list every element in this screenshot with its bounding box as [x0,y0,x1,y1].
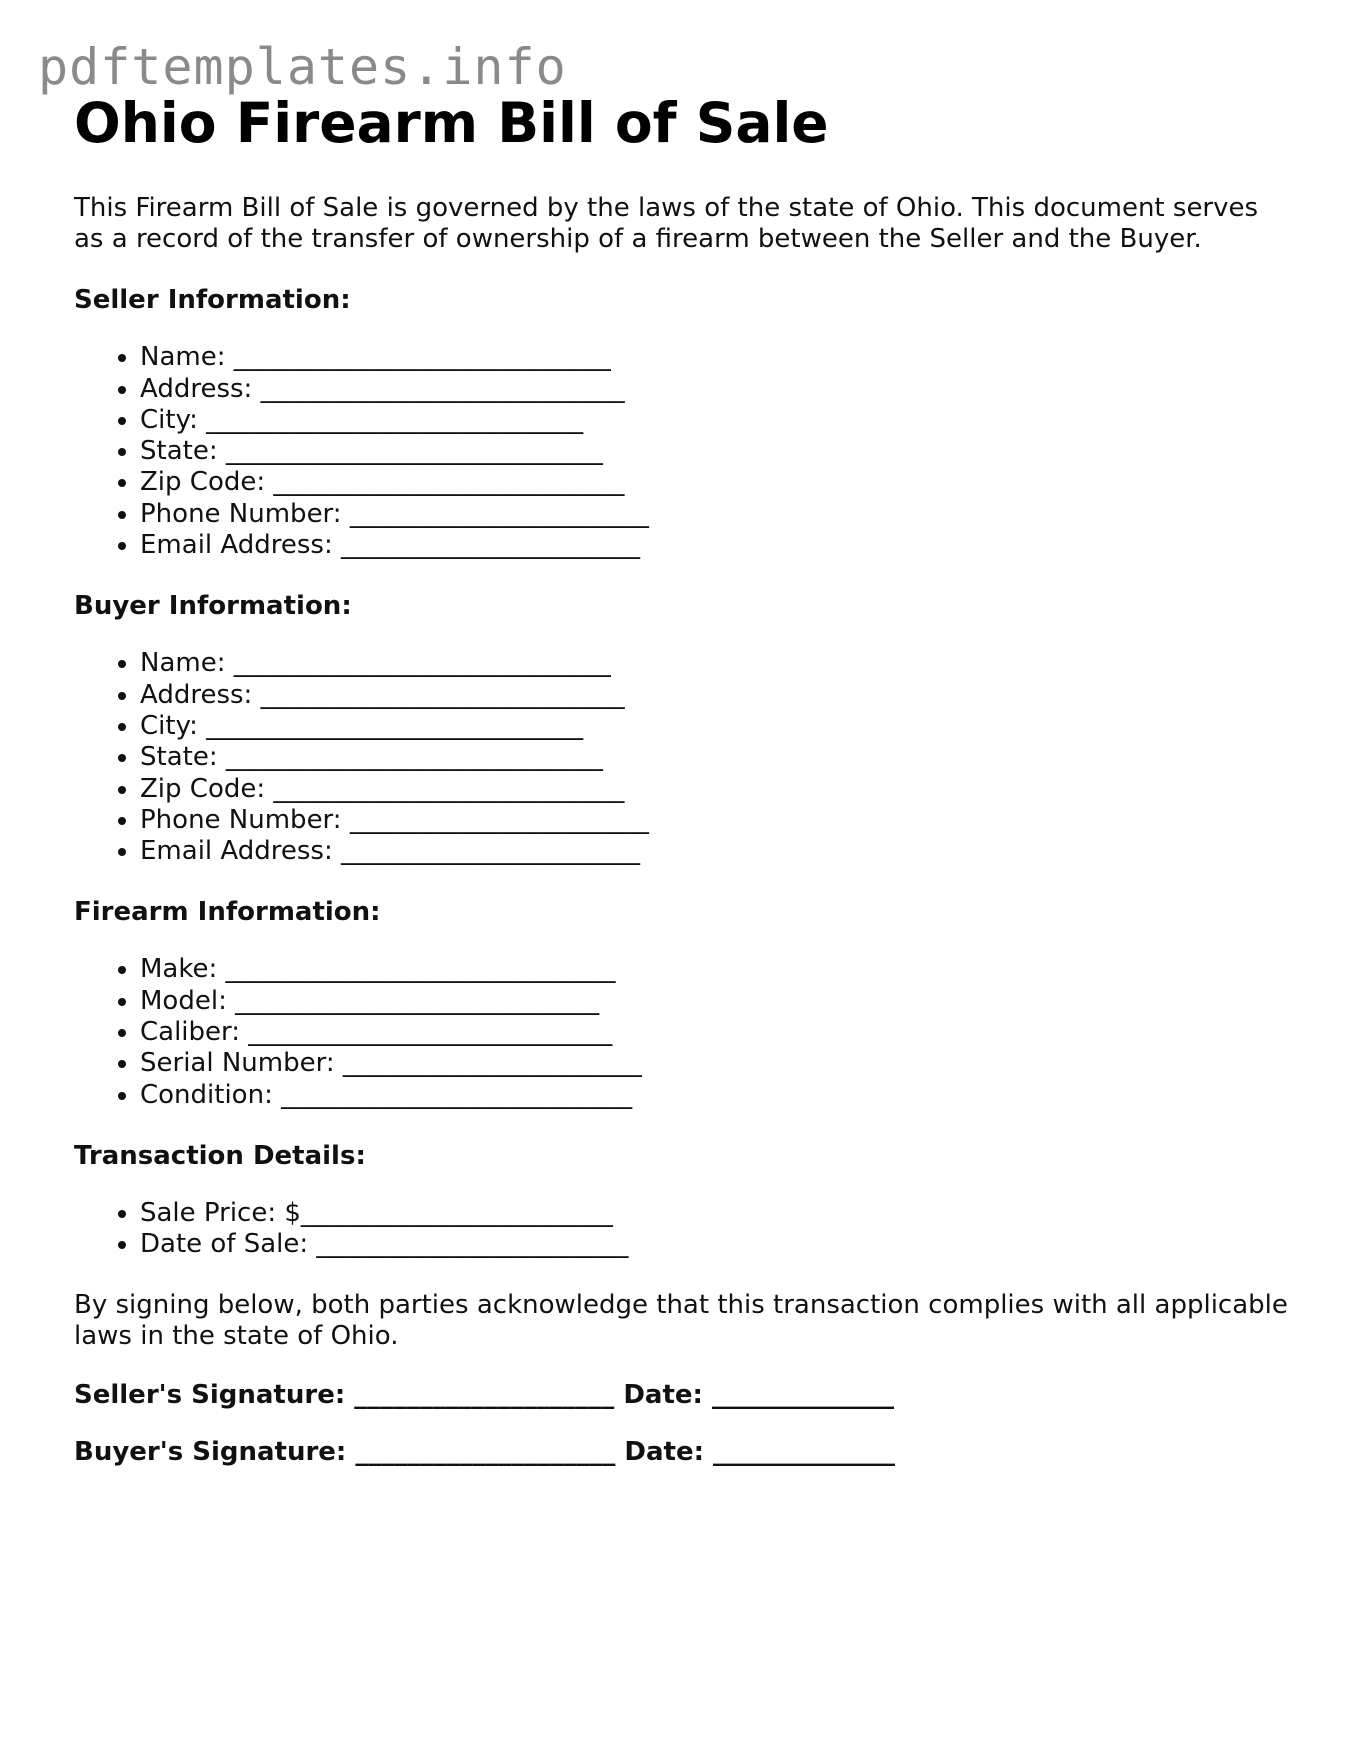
document-title: Ohio Firearm Bill of Sale [74,91,829,155]
watermark: pdftemplates.info [38,38,567,96]
acknowledgement-paragraph: By signing below, both parties acknowledge that this transaction complies with all applicable laws in the state of Ohio. [74,1290,1288,1352]
seller-signature-line[interactable]: Seller's Signature: ____________________ Date: ______________ [74,1380,894,1411]
seller-city-field[interactable]: • City: _____________________________ [140,405,1294,436]
seller-zip-field[interactable]: • Zip Code: ___________________________ [140,467,1294,498]
sale-price-field[interactable]: • Sale Price: $________________________ [140,1198,1294,1229]
firearm-heading: Firearm Information: [74,897,381,928]
buyer-state-field[interactable]: • State: _____________________________ [140,742,1294,773]
seller-email-field[interactable]: • Email Address: _______________________ [140,530,1294,561]
seller-phone-field[interactable]: • Phone Number: _______________________ [140,499,1294,530]
firearm-model-field[interactable]: • Model: ____________________________ [140,986,1294,1017]
firearm-make-field[interactable]: • Make: ______________________________ [140,954,1294,985]
firearm-caliber-field[interactable]: • Caliber: ____________________________ [140,1017,1294,1048]
intro-paragraph: This Firearm Bill of Sale is governed by the laws of the state of Ohio. This document serves as a record of the transfer of ownership of a firearm between the Seller and the Buyer. [74,193,1259,255]
seller-heading: Seller Information: [74,285,351,316]
buyer-phone-field[interactable]: • Phone Number: _______________________ [140,805,1294,836]
buyer-email-field[interactable]: • Email Address: _______________________ [140,836,1294,867]
buyer-zip-field[interactable]: • Zip Code: ___________________________ [140,774,1294,805]
seller-state-field[interactable]: • State: _____________________________ [140,436,1294,467]
transaction-heading: Transaction Details: [74,1140,366,1171]
transaction-fields-list [74,1198,1294,1261]
firearm-fields-list [74,954,1294,1110]
sale-date-field[interactable]: • Date of Sale: ________________________ [140,1229,1294,1260]
firearm-section [74,897,1294,1110]
firearm-serial-field[interactable]: • Serial Number: _______________________ [140,1048,1294,1079]
buyer-heading: Buyer Information: [74,591,352,622]
buyer-name-field[interactable]: • Name: _____________________________ [140,648,1294,679]
document-page [74,92,1294,1467]
buyer-section [74,591,1294,867]
firearm-condition-field[interactable]: • Condition: ___________________________ [140,1080,1294,1111]
buyer-fields-list [74,648,1294,867]
seller-name-field[interactable]: • Name: _____________________________ [140,342,1294,373]
seller-fields-list [74,342,1294,561]
buyer-signature-line[interactable]: Buyer's Signature: ____________________ Date: ______________ [74,1437,896,1468]
seller-section [74,285,1294,561]
transaction-section [74,1141,1294,1261]
buyer-city-field[interactable]: • City: _____________________________ [140,711,1294,742]
seller-address-field[interactable]: • Address: ____________________________ [140,374,1294,405]
buyer-address-field[interactable]: • Address: ____________________________ [140,680,1294,711]
